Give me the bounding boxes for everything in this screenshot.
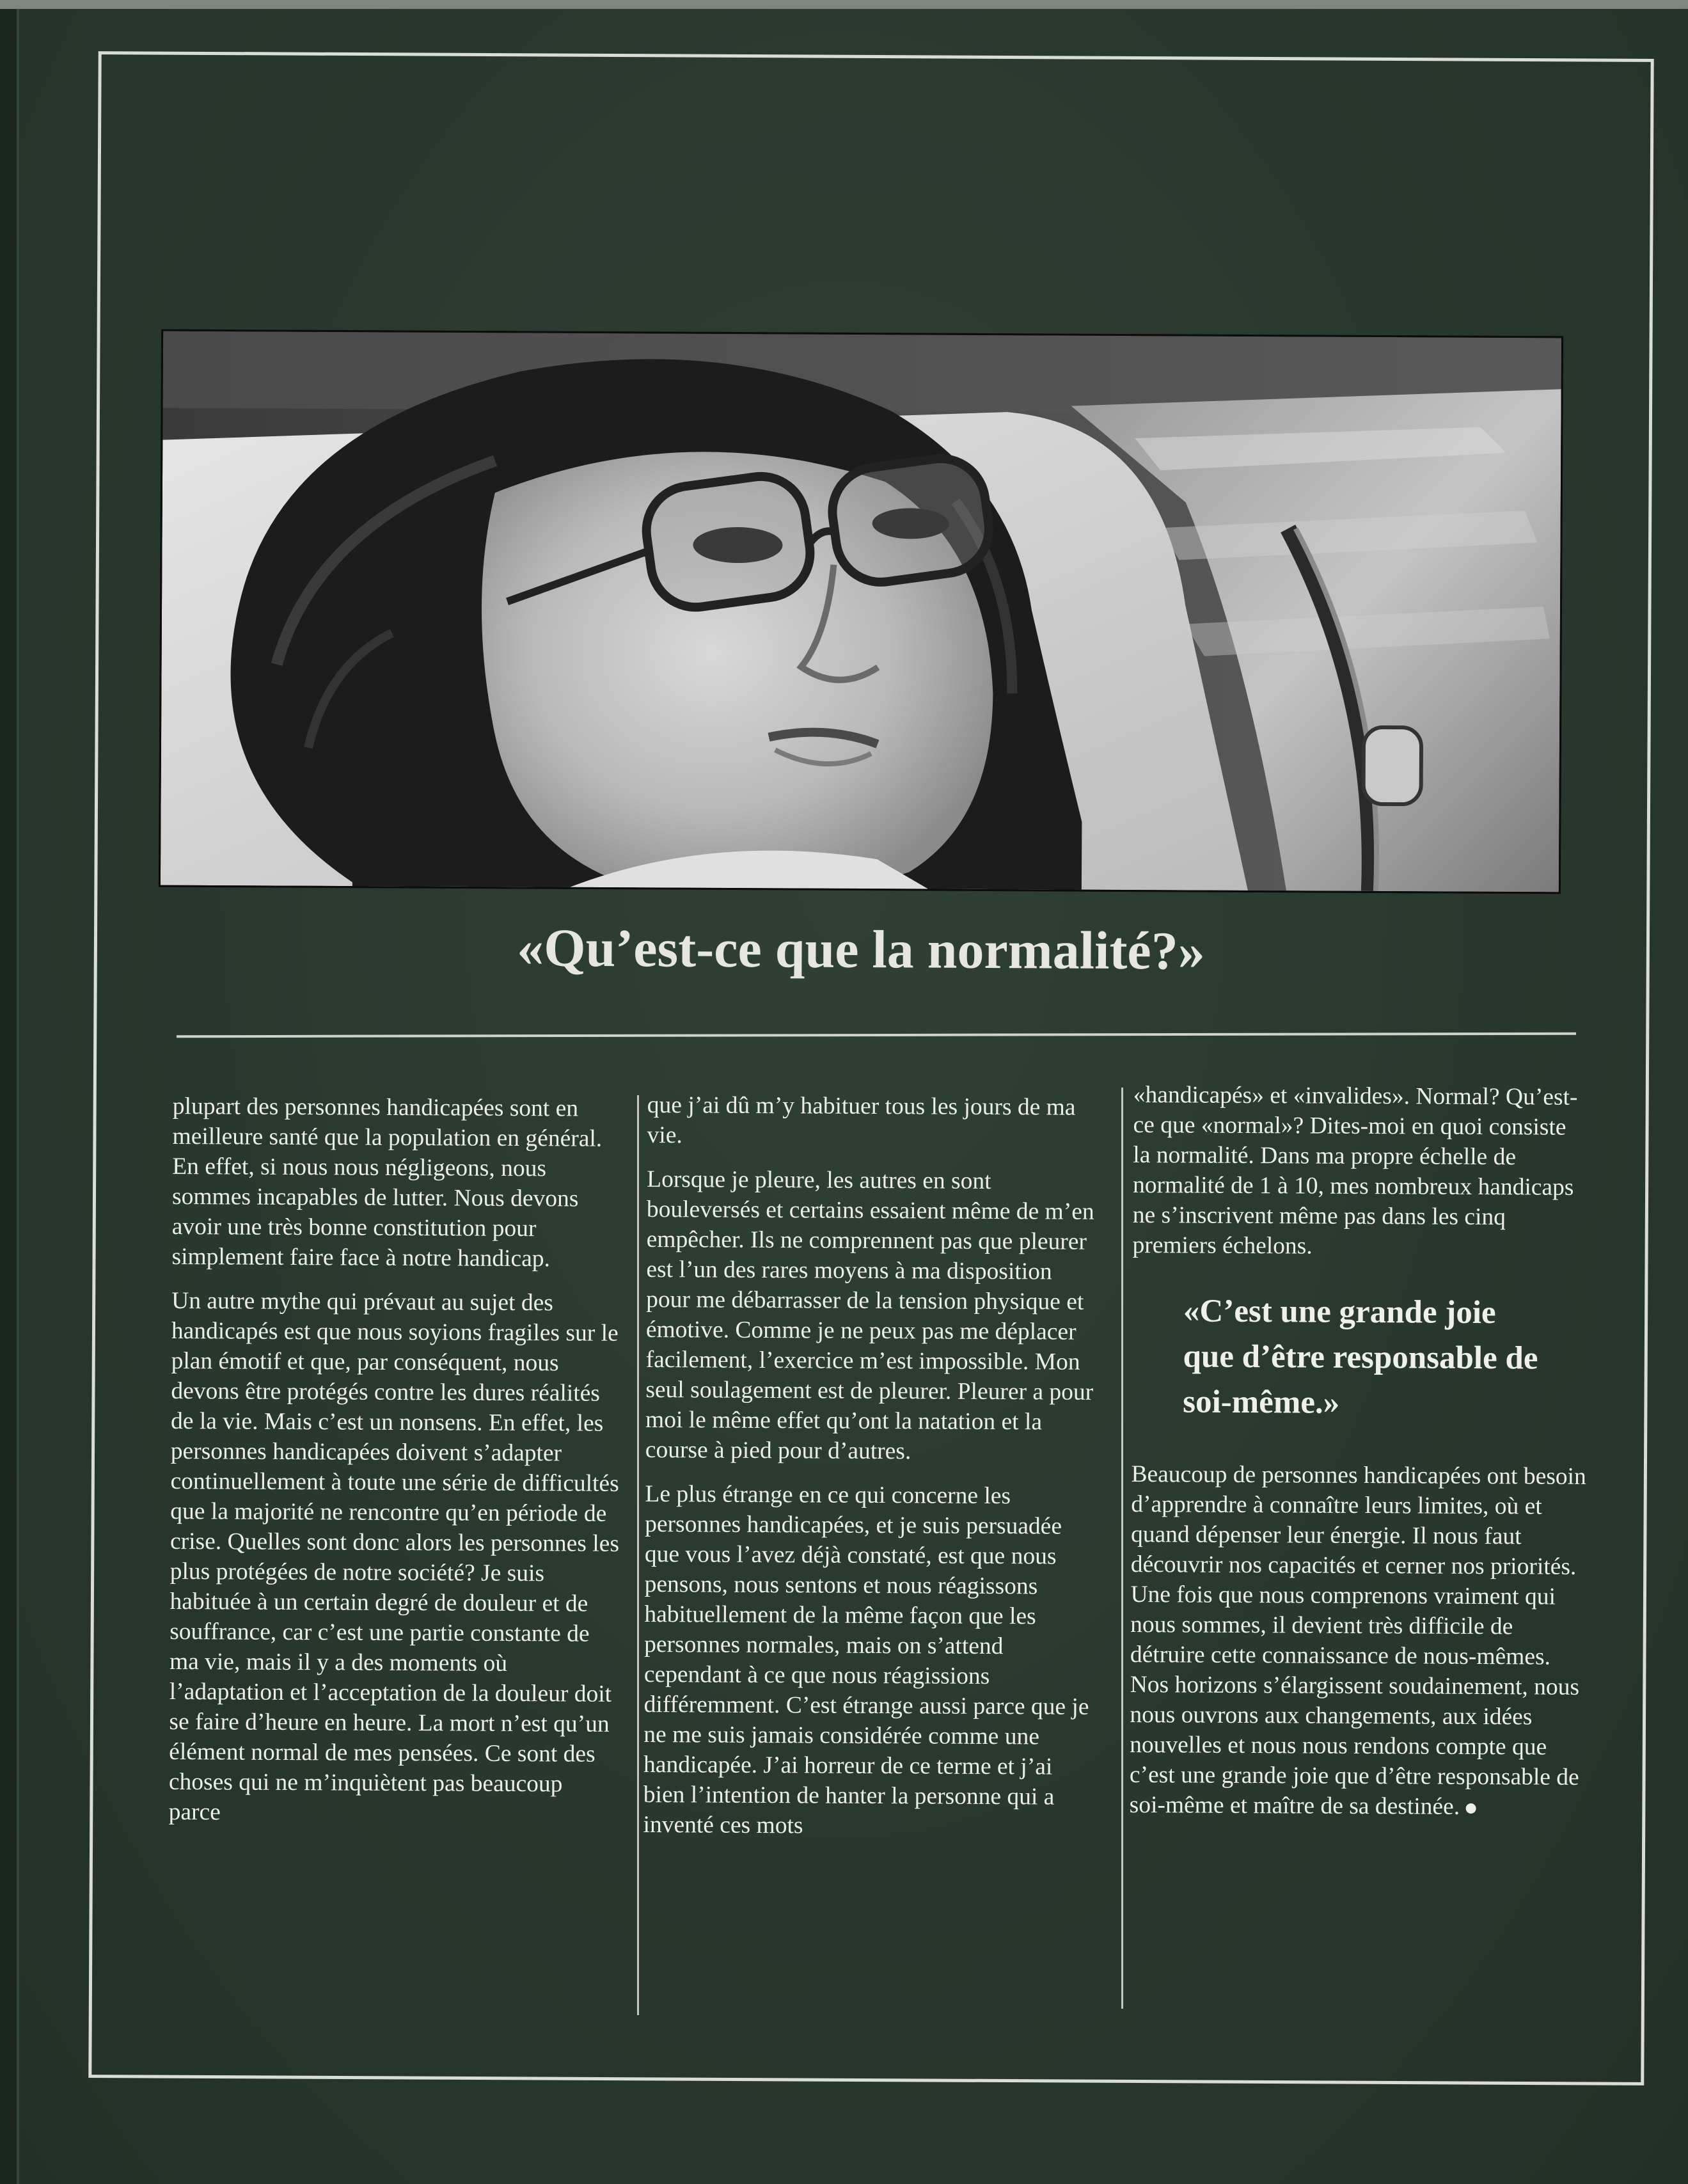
paragraph: plupart des personnes handicapées sont en meilleure santé que la population en général. En effet, si nous nous négligeons, nous sommes incapables de lutter. Nous devons avoir une très bonne constitution pour simplement faire face à notre handicap.	[171, 1093, 603, 1272]
column-divider	[637, 1095, 639, 2015]
pull-quote: «C’est une grande joie que d’être responsable de soi-même.»	[1183, 1293, 1538, 1421]
text-column-2	[643, 1090, 1096, 1856]
paragraph: que j’ai dû m’y habituer tous les jours de ma vie.	[647, 1092, 1076, 1149]
paragraph: «handicapés» et «invalides». Normal? Qu’est-ce que «normal»? Dites-moi en quoi consiste la normalité. Dans ma propre échelle de normalité de 1 à 10, mes nombreux handicaps ne s’inscrivent même pas dans les cinq premiers échelons.	[1132, 1082, 1578, 1260]
paragraph: Le plus étrange en ce qui concerne les personnes handicapées, et je suis persuadée que vous l’avez déjà constaté, est que nous pensons, nous sentons et nous réagissons habituellement de la même façon que les personnes normales, mais on s’attend cependant à ce que nous réagissions différemment. C’est étrange aussi parce que je ne me suis jamais considérée comme une handicapée. J’ai horreur de ce terme et j’ai bien l’intention de hanter la personne qui a inventé ces mots	[643, 1480, 1089, 1839]
paragraph: Lorsque je pleure, les autres en sont bouleversés et certains essaient même de m’en empêcher. Ils ne comprennent pas que pleurer est l’un des rares moyens à ma disposition pour me débarrasser de la tension physique et émotive. Comme je ne peux pas me déplacer facilement, l’exercice m’est impossible. Mon seul soulagement est de pleurer. Pleurer a pour moi le même effet qu’ont la natation et la course à pied pour d’autres.	[645, 1166, 1094, 1465]
closing-paragraph-text: Beaucoup de personnes handicapées ont besoin d’apprendre à connaître leurs limites, où et quand dépenser leur énergie. Il nous faut découvrir nos capacités et cerner nos priorités. Une fois que nous comprenons vraiment qui nous sommes, il devient très difficile de détruire cette connaissance de nous-mêmes. Nos horizons s’élargissent soudainement, nous nous ouvrons aux changements, aux idées nouvelles et nous nous rendons compte que c’est une grande joie que d’être responsable de soi-même et maître de sa destinée.	[1129, 1460, 1586, 1820]
column-divider	[1121, 1088, 1123, 2009]
end-mark-icon	[1466, 1803, 1476, 1814]
text-column-1	[168, 1091, 622, 1844]
closing-paragraph	[1130, 1459, 1587, 1823]
scan-left-edge	[0, 9, 19, 2184]
paragraph: Un autre mythe qui prévaut au sujet des handicapés est que nous soyions fragiles sur le plan émotif et que, par conséquent, nous devons être protégés contre les dures réalités de la vie. Mais c’est un nonsens. En effet, les personnes handicapées doivent s’adapter continuellement à toute une série de difficultés que la majorité ne rencontre qu’en période de crise. Quelles sont donc alors les personnes les plus protégées de notre société? Je suis habituée à un certain degré de douleur et de souffrance, car c’est une partie constante de ma vie, mais il y a des moments où l’adaptation et l’acceptation de la douleur doit se faire d’heure en heure. La mort n’est qu’un élément normal de mes pensées. Ce sont des choses qui ne m’inquiètent pas beaucoup parce	[168, 1287, 620, 1826]
portrait-photo-illustration	[161, 331, 1561, 892]
text-column-3	[1129, 1080, 1589, 1837]
scan-top-edge	[0, 0, 1688, 9]
portrait-photo	[159, 329, 1563, 894]
article-headline: «Qu’est-ce que la normalité?»	[517, 918, 1205, 981]
